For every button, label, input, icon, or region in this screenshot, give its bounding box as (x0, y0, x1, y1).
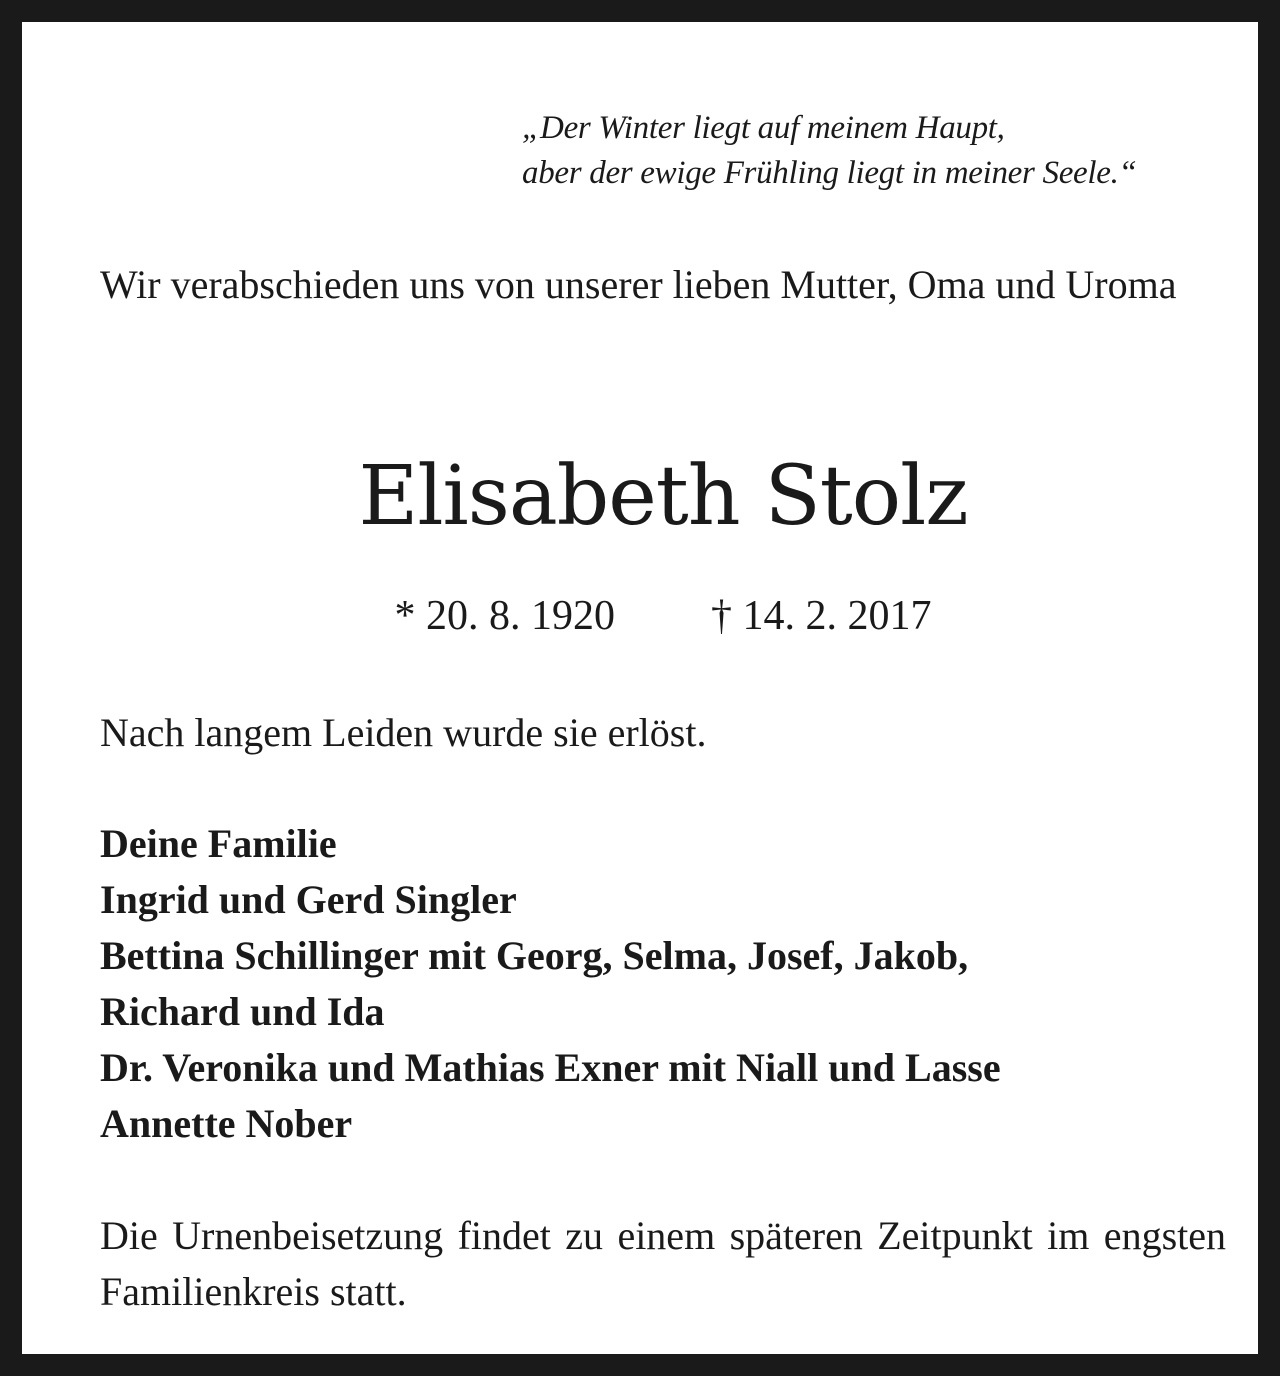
family-list (100, 816, 1226, 1152)
family-line: Ingrid und Gerd Singler (100, 877, 517, 922)
epigraph-quote (522, 106, 1262, 196)
birth-date: * 20. 8. 1920 (394, 593, 615, 639)
deceased-name: Elisabeth Stolz (358, 449, 968, 544)
relief-text: Nach langem Leiden wurde sie erlöst. (100, 710, 707, 755)
family-line: Bettina Schillinger mit Georg, Selma, Josef, Jakob, (100, 933, 969, 978)
closing-text: Die Urnenbeisetzung findet zu einem späteren Zeitpunkt im engsten Familienkreis statt. (100, 1213, 1226, 1314)
quote-line-2: aber der ewige Frühling liegt in meiner Seele.“ (522, 155, 1137, 191)
death-date: † 14. 2. 2017 (711, 593, 932, 639)
family-line: Annette Nober (100, 1101, 353, 1146)
family-line: Deine Familie (100, 821, 337, 866)
family-line: Dr. Veronika und Mathias Exner mit Niall und Lasse (100, 1045, 1001, 1090)
life-dates (100, 588, 1226, 644)
quote-line-1: „Der Winter liegt auf meinem Haupt, (522, 110, 1005, 146)
intro-text: Wir verabschieden uns von unserer lieben Mutter, Oma und Uroma (100, 262, 1177, 307)
family-line: Richard und Ida (100, 989, 385, 1034)
